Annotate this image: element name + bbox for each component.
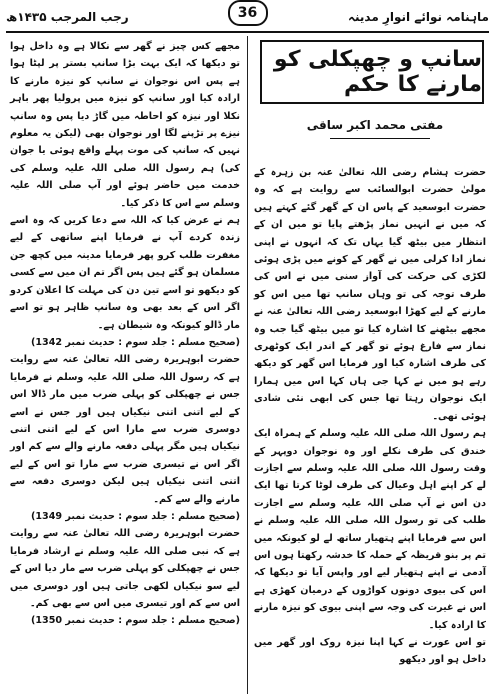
header-date: رجب المرجب ۱۴۳۵ھ <box>6 10 129 24</box>
article-title: سانپ و چھپکلی کو مارنے کا حکم <box>273 47 482 97</box>
paragraph: حضرت ابوہریرہ رضی اللہ تعالیٰ عنہ سے روایت ہے کہ رسول اللہ صلی اللہ علیہ وسلم نے فرمایا جس نے چھپکلی کو پہلی ضرب میں مار ڈالا اس کے لیے اتنی اتنی نیکیاں ہیں اور جس نے اسے دوسری ضرب سے مارا اس کے لیے اتنی اتنی نیکیاں ہیں مگر پہلی دفعہ مارنے والے سے کم اور اگر اس نے تیسری ضرب سے مارا تو اس کے لیے اتنی اتنی نیکیاں ہیں لیکن دوسری دفعہ سے مارنے والے سے کم۔ <box>10 354 240 505</box>
hadith-reference: (صحیح مسلم : جلد سوم : حدیث نمبر 1342) <box>30 336 240 348</box>
column-divider <box>247 36 248 694</box>
paragraph: ہم رسول اللہ صلی اللہ علیہ وسلم کے ہمراہ ایک خندق کی طرف نکلے اور وہ نوجوان دوپہر کے وقت رسول اللہ صلی اللہ علیہ وسلم سے اجازت لے کر اپنے اہل وعیال کی طرف لوٹا کرتا تھا ایک دن اس نے آپ صلی اللہ علیہ وسلم سے اجازت طلب کی تو رسول اللہ صلی اللہ علیہ وسلم نے اس سے فرمایا اپنے ہتھیار ساتھ لے لو کیونکہ میں تم پر بنو قریظہ کے حملہ کا خدشہ رکھتا ہوں اس آدمی نے اپنے ہتھیار لیے اور واپس آیا تو دیکھا کہ اس کی بیوی دونوں کواڑوں کے درمیان کھڑی ہے اس نے غیرت کی وجہ سے اپنی بیوی کو نیزہ مارنے کا ارادہ کیا۔ <box>254 428 486 631</box>
hadith-reference: (صحیح مسلم : جلد سوم : حدیث نمبر 1350) <box>30 615 240 627</box>
paragraph: حضرت ابوہریرہ رضی اللہ تعالیٰ عنہ سے روایت ہے کہ نبی صلی اللہ علیہ وسلم نے ارشاد فرمایا جس نے چھپکلی کو پہلی ضرب سے مار دیا اس کے لیے سو نیکیاں لکھی جاتی ہیں اور دوسری میں اس سے کم اور تیسری میں اس سے بھی کم۔ <box>10 528 240 609</box>
header-magazine-name: ماہنامہ نوائے انوارِ مدینہ <box>347 10 489 24</box>
hadith-reference: (صحیح مسلم : جلد سوم : حدیث نمبر 1349) <box>30 510 240 522</box>
right-column <box>254 164 486 669</box>
header-rule <box>6 31 489 33</box>
paragraph: تو اس عورت نے کہا اپنا نیزہ روک اور گھر میں داخل ہو اور دیکھو <box>254 636 486 666</box>
paragraph: حضرت ہشام رضی اللہ تعالیٰ عنہ بن زہرہ کے مولیٰ حضرت ابوالسائب سے روایت ہے کہ وہ حضرت ابوسعید کے پاس ان کے گھر گئے کہتے ہیں کہ میں نے انہیں نماز پڑھتے پایا تو میں ان کے انتظار میں بیٹھ گیا یہاں تک کہ انہوں نے اپنی نماز ادا کرلی میں نے گھر کے کونے میں پڑی ہوئی لکڑی کی حرکت کی آواز سنی میں نے اس کی طرف توجہ کی تو وہاں سانپ تھا میں اس کو مارنے کے لیے کھڑا ابوسعید رضی اللہ تعالیٰ عنہ نے مجھے بیٹھنے کا اشارہ کیا تو میں بیٹھ گیا جب وہ نماز سے فارغ ہوئے تو گھر کے اندر ایک کوٹھری کی طرف اشارہ کیا اور فرمایا اس گھر کو دیکھ رہے ہو میں نے کہا جی ہاں کہا اس میں ہمارا ایک نوجوان رہتا تھا جس کی ابھی نئی شادی ہوئی تھی۔ <box>254 167 486 422</box>
article-title-box <box>260 40 484 104</box>
article-author: مفتی محمد اکبر ساقی <box>306 118 444 132</box>
left-column <box>10 38 240 630</box>
page-number: 36 <box>228 0 268 26</box>
paragraph: ہم نے عرض کیا کہ اللہ سے دعا کریں کہ وہ اسے زندہ کردے آپ نے فرمایا اپنے ساتھی کے لیے مغفرت طلب کرو پھر فرمایا مدینہ میں کچھ جن مسلمان ہو گئے ہیں پس اگر تم ان میں سے کسی کو دیکھو تو اسے تین دن کی مہلت کا اعلان کردو اگر اس کے بعد بھی وہ سانپ ظاہر ہو تو اسے مار ڈالو کیونکہ وہ شیطان ہے۔ <box>10 215 240 331</box>
author-underline <box>330 138 430 139</box>
paragraph: مجھے کس چیز نے گھر سے نکالا ہے وہ داخل ہوا تو دیکھا کہ ایک بہت بڑا سانپ بستر پر لپٹا ہوا ہے پس اس نوجوان نے سانپ کو نیزہ مارنے کا ارادہ کیا اور سانپ کو نیزہ میں پرولیا پھر باہر نکلا اور نیزہ کو احاطہ میں گاڑ دیا پس وہ سانپ نیزے پر تڑپنے لگا اور نوجوان بھی (لیکن یہ معلوم نہیں کہ سانپ کی موت پہلے واقع ہوئی یا جوان کی) ہم رسول اللہ صلی اللہ علیہ وسلم کی خدمت میں حاضر ہوئے اور آپ صلی اللہ علیہ وسلم سے اس کا ذکر کیا۔ <box>10 41 240 209</box>
